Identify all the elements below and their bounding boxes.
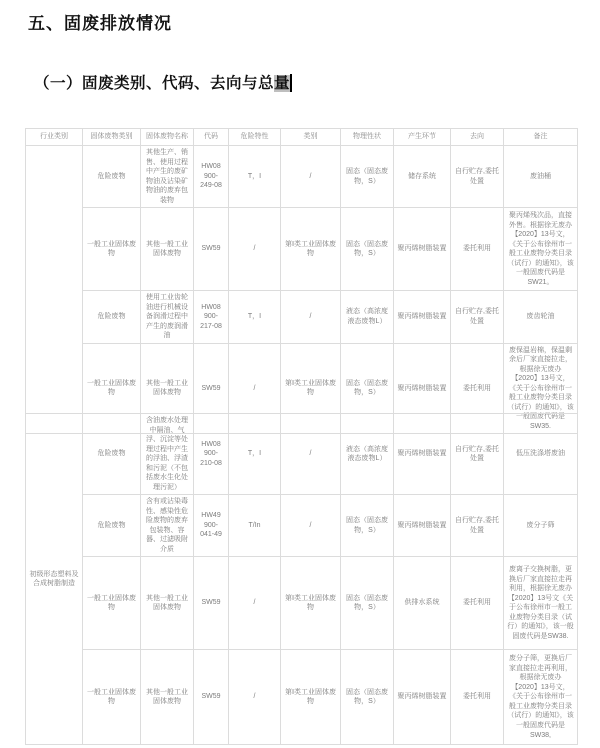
cell-destination: 自行贮存,委托处置 xyxy=(451,414,504,495)
table-row xyxy=(26,208,578,291)
cell-waste-category: 一般工业固体废物 xyxy=(83,343,141,434)
cell-industry-category xyxy=(26,146,83,434)
cell-remark: 废保温岩棉，保温剩余后厂家直接拉走，根据徐无废办【2020】13号文，《关于公布徐州市一般工业废物分类目录（试行）的通知》，该一般固废代码是SW35. xyxy=(504,343,578,434)
cell-hazard-trait: T，I xyxy=(229,146,281,208)
cell-hazard-trait: / xyxy=(229,650,281,745)
cell-waste-category: 危险废物 xyxy=(83,414,141,495)
cell-waste-code: SW59 xyxy=(194,650,229,745)
cell-generation-stage: 聚丙烯树脂装置 xyxy=(394,208,451,291)
cell-waste-category: 一般工业固体废物 xyxy=(83,557,141,650)
cell-remark: 废分子筛，更换后厂家直接拉走再利用，根据徐无废办【2020】13号文，《关于公布徐州市一般工业废物分类目录（试行）的通知》，该一般固废代码是SW38, xyxy=(504,650,578,745)
cell-class: 第Ⅰ类工业固体废物 xyxy=(281,650,341,745)
cell-remark: 聚丙烯残次品，直接外售。根据徐无废办【2020】13号文，《关于公布徐州市一般工业废物分类目录（试行）的通知》，该一般固废代码是SW21。 xyxy=(504,208,578,291)
cell-class: / xyxy=(281,495,341,557)
table-row xyxy=(26,291,578,344)
cell-hazard-trait: / xyxy=(229,208,281,291)
cell-hazard-trait: / xyxy=(229,557,281,650)
document-title: 五、固废排放情况 xyxy=(28,14,172,33)
cell-waste-code: HW49 900-041-49 xyxy=(194,495,229,557)
cell-waste-code: SW59 xyxy=(194,557,229,650)
cell-waste-category: 一般工业固体废物 xyxy=(83,208,141,291)
table-row xyxy=(26,414,578,495)
column-header-4: 危险特性 xyxy=(229,129,281,146)
column-header-8: 去向 xyxy=(451,129,504,146)
cell-physical-state: 固态（固态废物，S） xyxy=(341,343,394,434)
cell-physical-state: 液态（高浓度液态废物L） xyxy=(341,414,394,495)
cell-waste-code: SW59 xyxy=(194,208,229,291)
column-header-5: 类别 xyxy=(281,129,341,146)
cell-physical-state: 液态（高浓度液态废物L） xyxy=(341,291,394,344)
table-row xyxy=(26,650,578,745)
table-row xyxy=(26,557,578,650)
cell-generation-stage: 聚丙烯树脂装置 xyxy=(394,343,451,434)
cell-waste-code: HW08 900-210-08 xyxy=(194,414,229,495)
cell-physical-state: 固态（固态废物，S） xyxy=(341,495,394,557)
cell-physical-state: 固态（固态废物，S） xyxy=(341,557,394,650)
cell-physical-state: 固态（固态废物，S） xyxy=(341,208,394,291)
cell-physical-state: 固态（固态废物，S） xyxy=(341,146,394,208)
cell-waste-name: 使用工业齿轮油进行机械设备润滑过程中产生的废润滑油 xyxy=(141,291,194,344)
cell-class: / xyxy=(281,414,341,495)
cell-waste-name: 其他一般工业固体废物 xyxy=(141,343,194,434)
cell-waste-code: SW59 xyxy=(194,343,229,434)
cell-generation-stage: 聚丙烯树脂装置 xyxy=(394,414,451,495)
cell-remark: 废离子交换树脂，更换后厂家直接拉走再利用，根据徐无废办【2020】13号文《关于公布徐州市一般工业废物分类目录（试行）的通知》，该一般固废代码是SW38. xyxy=(504,557,578,650)
cell-destination: 自行贮存,委托处置 xyxy=(451,291,504,344)
text-cursor xyxy=(290,74,292,92)
cell-waste-category: 危险废物 xyxy=(83,495,141,557)
cell-waste-name: 含有或沾染毒性、感染性危险废物的废弃包装物、容器、过滤吸附介质 xyxy=(141,495,194,557)
table-row xyxy=(26,495,578,557)
cell-class: 第Ⅰ类工业固体废物 xyxy=(281,208,341,291)
cell-waste-name: 其他一般工业固体废物 xyxy=(141,208,194,291)
column-header-6: 物理性状 xyxy=(341,129,394,146)
cell-hazard-trait: T，I xyxy=(229,291,281,344)
cell-remark: 废齿轮油 xyxy=(504,291,578,344)
cell-generation-stage: 聚丙烯树脂装置 xyxy=(394,495,451,557)
cell-class: / xyxy=(281,291,341,344)
column-header-2: 固体废物名称 xyxy=(141,129,194,146)
cell-hazard-trait: / xyxy=(229,343,281,434)
solid-waste-table-part-2 xyxy=(25,413,578,745)
cell-waste-name: 其他生产、销售、使用过程中产生的废矿物油及沾染矿物油的废弃包装物 xyxy=(141,146,194,208)
cell-physical-state: 固态（固态废物，S） xyxy=(341,650,394,745)
cell-generation-stage: 储存系统 xyxy=(394,146,451,208)
cell-waste-code: HW08 900-249-08 xyxy=(194,146,229,208)
cell-destination: 自行贮存,委托处置 xyxy=(451,146,504,208)
column-header-0: 行业类别 xyxy=(26,129,83,146)
cell-destination: 委托利用 xyxy=(451,208,504,291)
cell-generation-stage: 供排水系统 xyxy=(394,557,451,650)
cell-waste-category: 一般工业固体废物 xyxy=(83,650,141,745)
section-heading[interactable] xyxy=(34,71,292,93)
cell-waste-code: HW08 900-217-08 xyxy=(194,291,229,344)
cell-waste-name: 其他一般工业固体废物 xyxy=(141,557,194,650)
cell-hazard-trait: T/In xyxy=(229,495,281,557)
cell-generation-stage: 聚丙烯树脂装置 xyxy=(394,291,451,344)
cell-hazard-trait: T，I xyxy=(229,414,281,495)
cell-waste-name: 其他一般工业固体废物 xyxy=(141,650,194,745)
cell-remark: 低压洗涤塔废油 xyxy=(504,414,578,495)
section-heading-selected-text[interactable]: 量 xyxy=(274,75,291,92)
solid-waste-table-part-1 xyxy=(25,128,578,434)
cell-remark: 废分子筛 xyxy=(504,495,578,557)
section-heading-text[interactable]: （一）固废类别、代码、去向与总 xyxy=(34,75,275,92)
column-header-3: 代码 xyxy=(194,129,229,146)
cell-waste-category: 危险废物 xyxy=(83,146,141,208)
cell-industry-category: 初级形态塑料及合成树脂制造 xyxy=(26,414,83,745)
cell-destination: 委托利用 xyxy=(451,557,504,650)
cell-class: / xyxy=(281,146,341,208)
table-row xyxy=(26,146,578,208)
cell-class: 第Ⅰ类工业固体废物 xyxy=(281,343,341,434)
cell-destination: 委托利用 xyxy=(451,343,504,434)
column-header-1: 固体废物类别 xyxy=(83,129,141,146)
cell-waste-category: 危险废物 xyxy=(83,291,141,344)
cell-generation-stage: 聚丙烯树脂装置 xyxy=(394,650,451,745)
cell-waste-name: 含油废水处理中隔油、气浮、沉淀等处理过程中产生的浮油、浮渣和污泥（不包括废水生化处理污泥） xyxy=(141,414,194,495)
cell-destination: 自行贮存,委托处置 xyxy=(451,495,504,557)
cell-remark: 废油桶 xyxy=(504,146,578,208)
column-header-7: 产生环节 xyxy=(394,129,451,146)
cell-class: 第Ⅰ类工业固体废物 xyxy=(281,557,341,650)
column-header-9: 备注 xyxy=(504,129,578,146)
cell-destination: 委托利用 xyxy=(451,650,504,745)
